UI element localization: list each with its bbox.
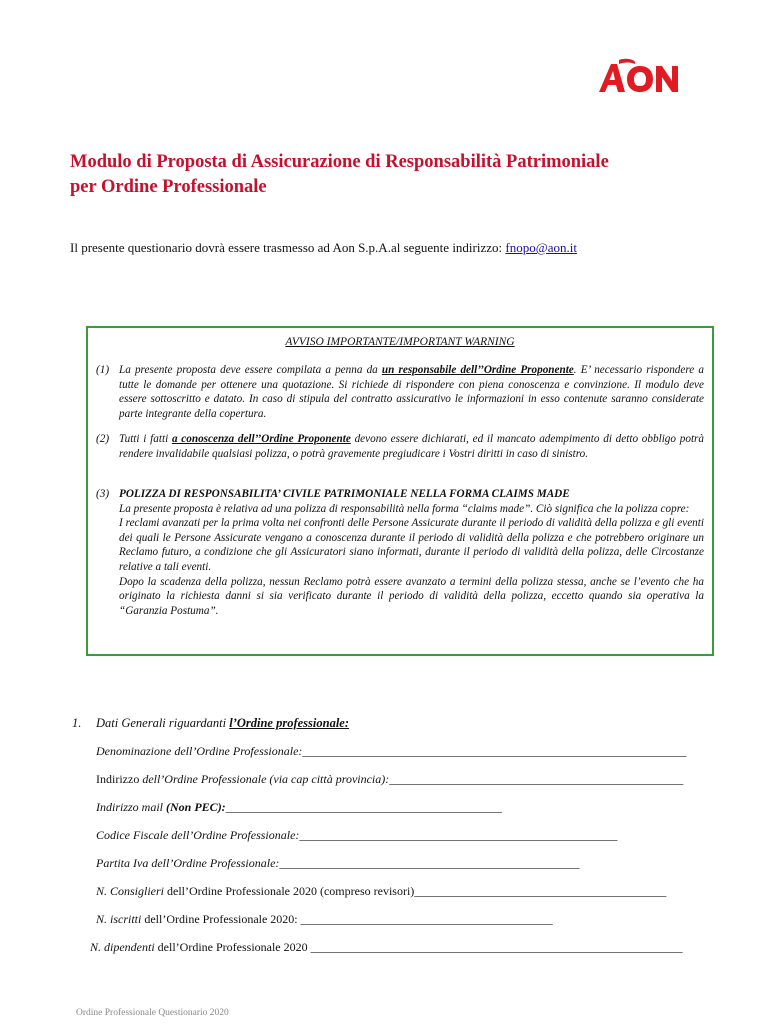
title-line-1: Modulo di Proposta di Assicurazione di Responsabilità Patrimoniale — [70, 152, 609, 172]
field-label: dell’Ordine Professionale 2020: — [141, 912, 301, 926]
warning-point-3 — [96, 487, 704, 618]
field-label: Indirizzo — [96, 772, 143, 786]
field-partita-iva[interactable] — [96, 856, 579, 871]
field-blank[interactable]: ______________________________________________ — [225, 800, 502, 814]
field-blank[interactable]: ________________________________________________________________ — [302, 744, 687, 758]
point-number: (2) — [96, 433, 110, 445]
field-label: dell’Ordine Professionale 2020 (compreso revisori) — [164, 884, 415, 898]
field-label: Codice Fiscale dell’Ordine Professionale: — [96, 828, 300, 842]
field-email[interactable] — [96, 800, 502, 815]
point-text: devono essere dichiarati, ed il mancato adempimento di detto obbligo potrà rendere invalidabile qualsiasi polizza, o potrà gravemente pregiudicare i Vostri diritti in caso di sinistro. — [119, 433, 704, 460]
field-blank[interactable]: _____________________________________________________ — [299, 828, 618, 842]
section-label-emphasis: l’Ordine professionale: — [229, 716, 350, 730]
field-label: dell’Ordine Professionale (via cap città provincia): — [142, 772, 390, 786]
point-text: Tutti i fatti — [119, 433, 172, 445]
point-text: Dopo la scadenza della polizza, nessun Reclamo potrà essere avanzato a termini della polizza stessa, anche se l’evento che ha originato la richiesta danni si sia verificato durante il periodo di validità della polizza, eccetto quando sia operativa la “Garanzia Postuma”. — [119, 575, 704, 617]
point-text: La presente proposta deve essere compilata a penna da — [119, 364, 382, 376]
point-number: (3) — [96, 488, 110, 500]
intro-sentence: Il presente questionario dovrà essere trasmesso ad Aon S.p.A.al seguente indirizzo: — [70, 240, 506, 255]
page-footer: Ordine Professionale Questionario 2020 — [76, 1008, 229, 1018]
warning-box — [86, 326, 714, 656]
field-indirizzo[interactable] — [96, 772, 683, 787]
field-label: N. Consiglieri — [96, 884, 165, 898]
point-emphasis: a conoscenza dell’’Ordine Proponente — [171, 433, 351, 445]
document-title — [70, 150, 730, 200]
field-blank[interactable]: __________________________________________________ — [279, 856, 580, 870]
field-blank[interactable]: _________________________________________________ — [389, 772, 684, 786]
point-number: (1) — [96, 364, 110, 376]
warning-title: AVVISO IMPORTANTE/IMPORTANT WARNING — [285, 336, 515, 348]
field-label: Indirizzo mail — [96, 800, 164, 814]
point-text: . E’ necessario rispondere a tutte le domande per ottenere una quotazione. Si richiede di rispondere con piena conoscenza e convinzione. Il modulo deve essere sottoscritto e datato. In caso di stipula del contratto assicurativo le informazioni in esso contenute saranno considerate parte integrante della copertura. — [119, 364, 704, 420]
aon-logo — [597, 58, 681, 94]
field-label: dell’Ordine Professionale 2020 — [154, 940, 311, 954]
email-link[interactable]: fnopo@aon.it — [505, 240, 577, 255]
section-number: 1. — [72, 716, 82, 730]
field-label: N. dipendenti — [90, 940, 155, 954]
field-label: Denominazione dell’Ordine Professionale: — [96, 744, 303, 758]
field-iscritti[interactable] — [96, 912, 553, 927]
field-label: N. iscritti — [96, 912, 142, 926]
section-label: Dati Generali riguardanti — [96, 716, 230, 730]
field-blank[interactable]: __________________________________________ — [414, 884, 667, 898]
field-label: Partita Iva dell’Ordine Professionale: — [96, 856, 280, 870]
field-label: (Non PEC): — [163, 800, 226, 814]
intro-text — [70, 240, 577, 256]
warning-point-2 — [96, 432, 704, 461]
field-dipendenti[interactable] — [90, 940, 683, 955]
field-codice-fiscale[interactable] — [96, 828, 617, 843]
section-heading — [72, 716, 349, 731]
field-denominazione[interactable] — [96, 744, 686, 759]
field-blank[interactable]: ______________________________________________________________ — [310, 940, 683, 954]
field-consiglieri[interactable] — [96, 884, 666, 899]
field-blank[interactable]: __________________________________________ — [300, 912, 553, 926]
warning-point-1 — [96, 363, 704, 421]
point-text: I reclami avanzati per la prima volta nei confronti delle Persone Assicurate durante il periodo di validità della polizza e gli eventi dei quali le Persone Assicurate vengano a conoscenza durante il periodo di validità della polizza e che potrebbero originare un Reclamo futuro, a condizione che gli Assicuratori siano informati, durante il periodo di validità della polizza, delle Circostanze relative a tali eventi. — [119, 517, 704, 573]
point-emphasis: un responsabile dell’’Ordine Proponente — [381, 364, 574, 376]
point-text: La presente proposta è relativa ad una polizza di responsabilità nella forma “claims made”. Ciò significa che la polizza copre: — [119, 502, 690, 515]
point-heading: POLIZZA DI RESPONSABILITA’ CIVILE PATRIMONIALE NELLA FORMA CLAIMS MADE — [119, 488, 570, 500]
title-line-2: per Ordine Professionale — [70, 177, 267, 197]
